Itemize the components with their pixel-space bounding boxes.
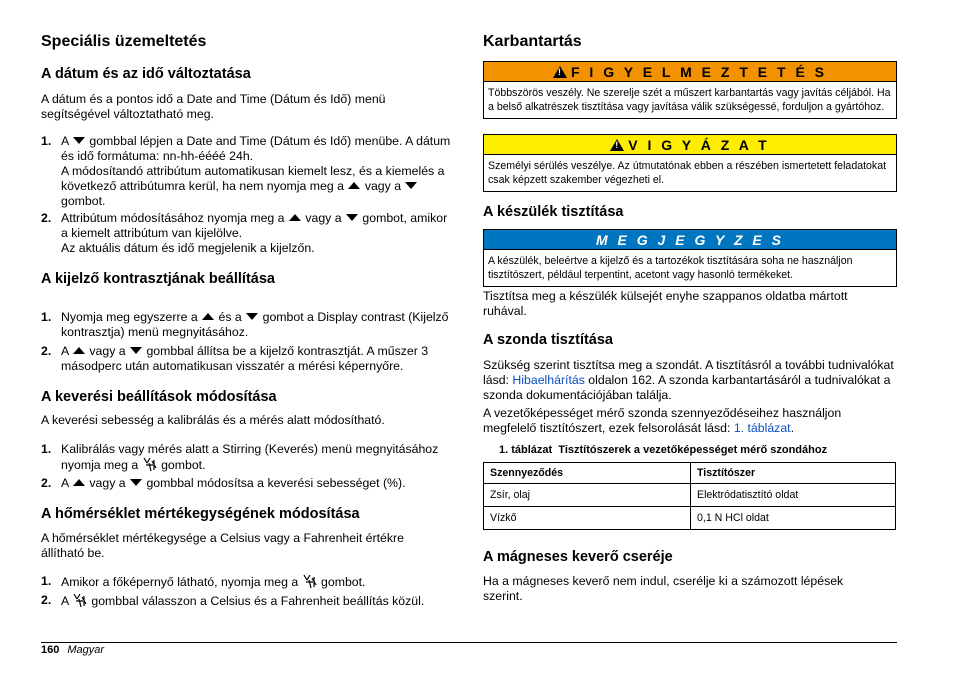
- stirring-step-1: 1. Kalibrálás vagy mérés alatt a Stirring (Keverés) menü megnyitásához nyomja meg a gombot.: [41, 442, 439, 472]
- troubleshooting-link[interactable]: Hibaelhárítás: [512, 373, 585, 387]
- section-title-special-operation: Speciális üzemeltetés: [41, 33, 207, 50]
- down-arrow-icon: [405, 182, 417, 189]
- up-arrow-icon: [73, 347, 85, 354]
- table-header-cell: Szennyeződés: [484, 463, 691, 484]
- caution-text: Személyi sérülés veszélye. Az útmutatónak ebben a részében ismertetett feladatokat csak képzett szakember végezheti el.: [488, 160, 887, 186]
- table-cell: 0,1 N HCl oldat: [691, 507, 896, 530]
- cleaning-agents-table: [483, 462, 896, 530]
- warning-header: ! F I G Y E L M E Z T E T É S: [484, 62, 896, 82]
- table-cell: Vízkő: [484, 507, 691, 530]
- down-arrow-icon: [73, 137, 85, 144]
- warning-triangle-icon: [553, 66, 567, 78]
- table-cell: Zsír, olaj: [484, 484, 691, 507]
- warning-triangle-icon: [610, 139, 624, 151]
- temperature-intro: A hőmérséklet mértékegysége a Celsius vagy a Fahrenheit értékre állítható be.: [41, 531, 404, 560]
- stirring-step-2: 2. A vagy a gombbal módosítsa a keverési sebességet (%).: [41, 476, 406, 490]
- down-arrow-icon: [130, 479, 142, 486]
- cleaning-text: Tisztítsa meg a készülék külsejét enyhe szappanos oldatba mártott ruhával.: [483, 289, 848, 318]
- probe-para-1: Szükség szerint tisztítsa meg a szondát. A tisztításról a további tudnivalókat lásd: Hibaelhárítás oldalon 162. A szonda karbantartásáról a tudnivalókat a szonda dokumentációjában találja.: [483, 358, 894, 402]
- down-arrow-icon: [346, 214, 358, 221]
- up-arrow-icon: [348, 182, 360, 189]
- warning-text: Többszörös veszély. Ne szerelje szét a műszert karbantartás vagy javítás céljából. Ha a belső alkatrészek tisztítása vagy javítása válik szükségessé, forduljon a gyártóhoz.: [488, 87, 891, 113]
- heading-contrast: A kijelző kontrasztjának beállítása: [41, 271, 275, 287]
- stirring-intro: A keverési sebesség a kalibrálás és a mérés alatt módosítható.: [41, 413, 385, 427]
- table-cell: Elektródatisztító oldat: [691, 484, 896, 507]
- section-title-maintenance: Karbantartás: [483, 33, 582, 50]
- up-arrow-icon: [289, 214, 301, 221]
- temperature-step-2: 2. A gombbal válasszon a Celsius és a Fahrenheit beállítás közül.: [41, 593, 425, 608]
- footer-divider: [41, 642, 897, 643]
- date-step-1: 1. A gombbal lépjen a Date and Time (Dátum és Idő) menübe. A dátum és idő formátuma: nn-hh-éééé 24h. A módosítandó attribútum automatikusan kiemelt lesz, és a kiemelés a következő attribútumra kerül, ha nem nyomja meg a vagy a gombot.: [41, 134, 451, 208]
- table-1-link[interactable]: 1. táblázat: [733, 421, 791, 435]
- table-caption: 1. táblázat Tisztítószerek a vezetőképességet mérő szondához: [499, 444, 828, 456]
- table-header-cell: Tisztítószer: [691, 463, 896, 484]
- step-number: 1.: [41, 134, 52, 148]
- up-arrow-icon: [73, 479, 85, 486]
- notice-box: [483, 229, 897, 287]
- caution-box: [483, 134, 897, 192]
- heading-device-cleaning: A készülék tisztítása: [483, 204, 624, 220]
- contrast-step-1: 1. Nyomja meg egyszerre a és a gombot a Display contrast (Kijelző kontrasztja) menü megnyitásához.: [41, 310, 449, 339]
- up-arrow-icon: [202, 313, 214, 320]
- temperature-step-1: 1. Amikor a főképernyő látható, nyomja meg a gombot.: [41, 574, 366, 589]
- stir-icon: [73, 593, 87, 608]
- date-intro: A dátum és a pontos idő a Date and Time (Dátum és Idő) menü segítségével változtatható meg.: [41, 92, 386, 121]
- heading-stirrer-replacement: A mágneses keverő cseréje: [483, 549, 673, 565]
- heading-probe-cleaning: A szonda tisztítása: [483, 332, 613, 348]
- stir-icon: [143, 457, 157, 472]
- down-arrow-icon: [130, 347, 142, 354]
- notice-text: A készülék, beleértve a kijelző és a tartozékok tisztítására soha ne használjon tisztítószert, például terpentint, acetont vagy hasonló termékeket.: [488, 255, 853, 281]
- stirrer-text: Ha a mágneses keverő nem indul, cserélje ki a számozott lépések szerint.: [483, 574, 844, 603]
- heading-stirring: A keverési beállítások módosítása: [41, 389, 277, 405]
- table-header-row: [484, 463, 896, 484]
- warning-box: [483, 61, 897, 119]
- heading-date-time: A dátum és az idő változtatása: [41, 66, 251, 82]
- notice-header: M E G J E G Y Z E S: [484, 230, 896, 250]
- footer-language: Magyar: [67, 644, 105, 656]
- probe-para-2: A vezetőképességet mérő szonda szennyeződéseihez használjon megfelelő tisztítószert, ezek felsorolását lásd: 1. táblázat.: [483, 406, 842, 435]
- caution-header: ! V I G Y Á Z A T: [484, 135, 896, 155]
- table-row: [484, 507, 896, 530]
- stir-icon: [303, 574, 317, 589]
- heading-temperature: A hőmérséklet mértékegységének módosítása: [41, 506, 360, 522]
- page-number: 160: [41, 644, 60, 656]
- table-row: [484, 484, 896, 507]
- contrast-step-2: 2. A vagy a gombbal állítsa be a kijelző kontrasztját. A műszer 3 másodperc után automatikusan visszatér a mérési képernyőre.: [41, 344, 429, 373]
- date-step-2: 2. Attribútum módosításához nyomja meg a vagy a gombot, amikor a kiemelt attribútum van kijelölve. Az aktuális dátum és idő megjelenik a kijelzőn.: [41, 211, 448, 255]
- down-arrow-icon: [246, 313, 258, 320]
- page-footer: [41, 643, 104, 657]
